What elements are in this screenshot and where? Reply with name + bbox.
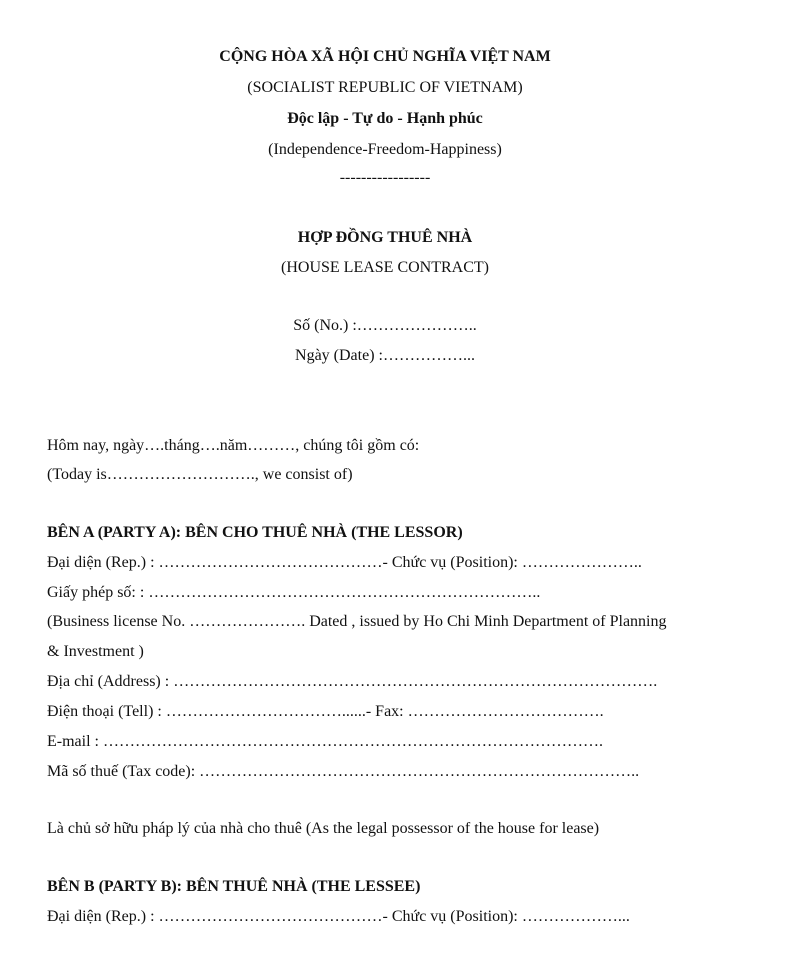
party-a-license-en-line2: & Investment ) — [47, 643, 144, 660]
party-a-heading: BÊN A (PARTY A): BÊN CHO THUÊ NHÀ (THE LESSOR) — [47, 524, 463, 541]
contract-date: Ngày (Date) :……………... — [295, 347, 475, 364]
party-a-owner-note: Là chủ sở hữu pháp lý của nhà cho thuê (As the legal possessor of the house for lease) — [47, 820, 600, 837]
contract-number: Số (No.) :………………….. — [293, 317, 477, 334]
party-b-heading: BÊN B (PARTY B): BÊN THUÊ NHÀ (THE LESSEE) — [47, 878, 421, 895]
party-a-license-en-line1: (Business license No. …………………. Dated , issued by Ho Chi Minh Department of Planning — [47, 613, 667, 630]
motto-vn: Độc lập - Tự do - Hạnh phúc — [287, 110, 483, 127]
party-a-tax-code: Mã số thuế (Tax code): ……………………………………………………………………….. — [47, 763, 640, 780]
country-name-vn: CỘNG HÒA XÃ HỘI CHỦ NGHĨA VIỆT NAM — [219, 48, 551, 65]
party-a-address: Địa chỉ (Address) : ………………………………………………………………………………. — [47, 673, 658, 690]
header-divider: ----------------- — [339, 169, 431, 186]
party-a-license: Giấy phép số: : ……………………………………………………………….. — [47, 584, 541, 601]
party-a-phone: Điện thoại (Tell) : ……………………………......- Fax: ………………………………. — [47, 703, 604, 720]
party-a-rep: Đại diện (Rep.) : ……………………………………- Chức vụ (Position): ………………….. — [47, 554, 642, 571]
intro-en: (Today is………………………., we consist of) — [47, 466, 353, 483]
motto-en: (Independence-Freedom-Happiness) — [268, 141, 502, 158]
party-b-rep: Đại diện (Rep.) : ……………………………………- Chức vụ (Position): ………………... — [47, 908, 630, 925]
contract-title-vn: HỢP ĐỒNG THUÊ NHÀ — [297, 229, 473, 246]
intro-vn: Hôm nay, ngày….tháng….năm………, chúng tôi gồm có: — [47, 437, 420, 454]
party-a-email: E-mail : …………………………………………………………………………………. — [47, 733, 603, 750]
contract-title-en: (HOUSE LEASE CONTRACT) — [281, 259, 489, 276]
country-name-en: (SOCIALIST REPUBLIC OF VIETNAM) — [247, 79, 523, 96]
